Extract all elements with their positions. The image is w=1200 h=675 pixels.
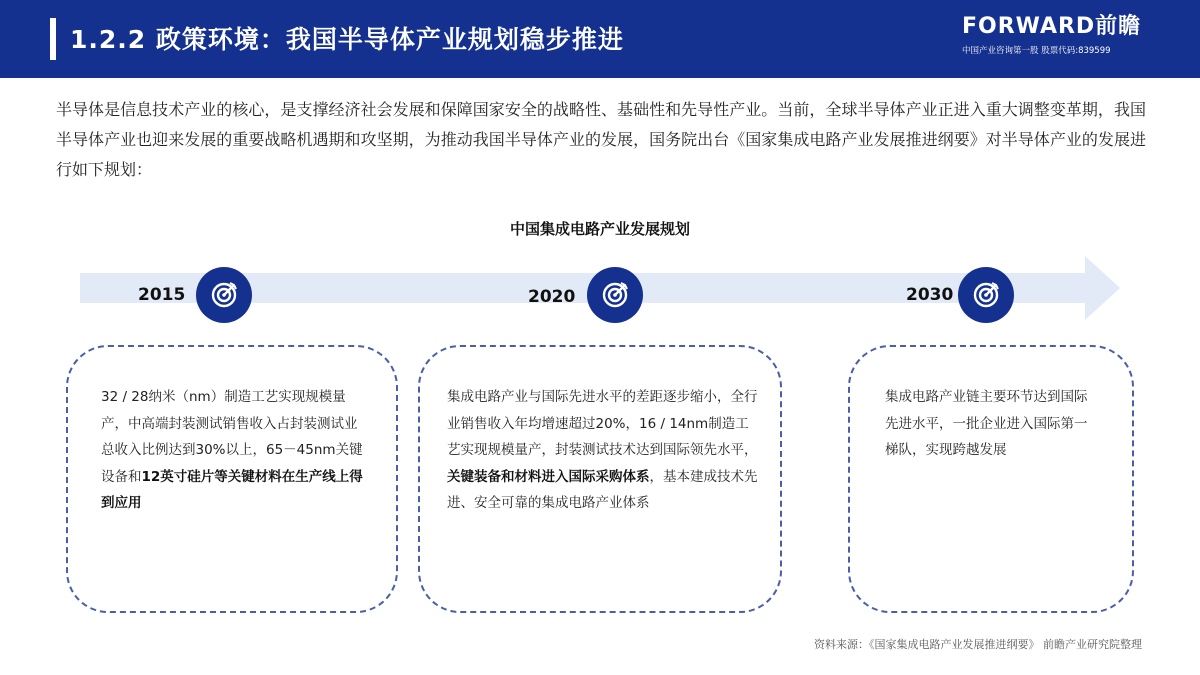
intro-paragraph: 半导体是信息技术产业的核心，是支撑经济社会发展和保障国家安全的战略性、基础性和先导性产业。当前，全球半导体产业正进入重大调整变革期，我国半导体产业也迎来发展的重要战略机遇期和攻坚期，为推动我国半导体产业的发展，国务院出台《国家集成电路产业发展推进纲要》对半导体产业的发展进行如下规划： — [56, 100, 1146, 179]
page-title: 1.2.2 政策环境：我国半导体产业规划稳步推进 — [70, 25, 624, 54]
target-icon — [958, 267, 1014, 323]
highlight-text: 12英寸硅片等关键材料在生产线上得到应用 — [101, 468, 363, 511]
brand-subtitle: 中国产业咨询第一股 股票代码:839599 — [962, 46, 1111, 56]
milestone-text-2020: 集成电路产业与国际先进水平的差距逐步缩小，全行业销售收入年均增速超过20%，16 / 14nm制造工艺实现规模量产，封装测试技术达到国际领先水平，关键装备和材料进入国际采购体系，基本建成技术先进、安全可靠的集成电路产业体系 — [447, 389, 758, 511]
brand-name: FORWARD前瞻 — [962, 14, 1142, 39]
header-accent-bar — [50, 18, 56, 60]
highlight-text: 关键装备和材料进入国际采购体系 — [447, 468, 650, 485]
year-label-2015: 2015 — [138, 285, 186, 305]
target-icon — [587, 267, 643, 323]
year-label-2020: 2020 — [528, 287, 576, 307]
milestone-text-2015: 32 / 28纳米（nm）制造工艺实现规模量产，中高端封装测试销售收入占封装测试业总收入比例达到30%以上，65－45nm关键设备和12英寸硅片等关键材料在生产线上得到应用 — [101, 389, 363, 511]
source-note: 资料来源：《国家集成电路产业发展推进纲要》 前瞻产业研究院整理 — [814, 638, 1142, 651]
milestone-text-2030: 集成电路产业链主要环节达到国际先进水平，一批企业进入国际第一梯队，实现跨越发展 — [885, 389, 1088, 458]
timeline-title: 中国集成电路产业发展规划 — [509, 220, 690, 238]
brand-logo — [962, 14, 1162, 58]
year-label-2030: 2030 — [906, 285, 954, 305]
header-bar — [0, 0, 1200, 78]
target-icon — [196, 267, 252, 323]
